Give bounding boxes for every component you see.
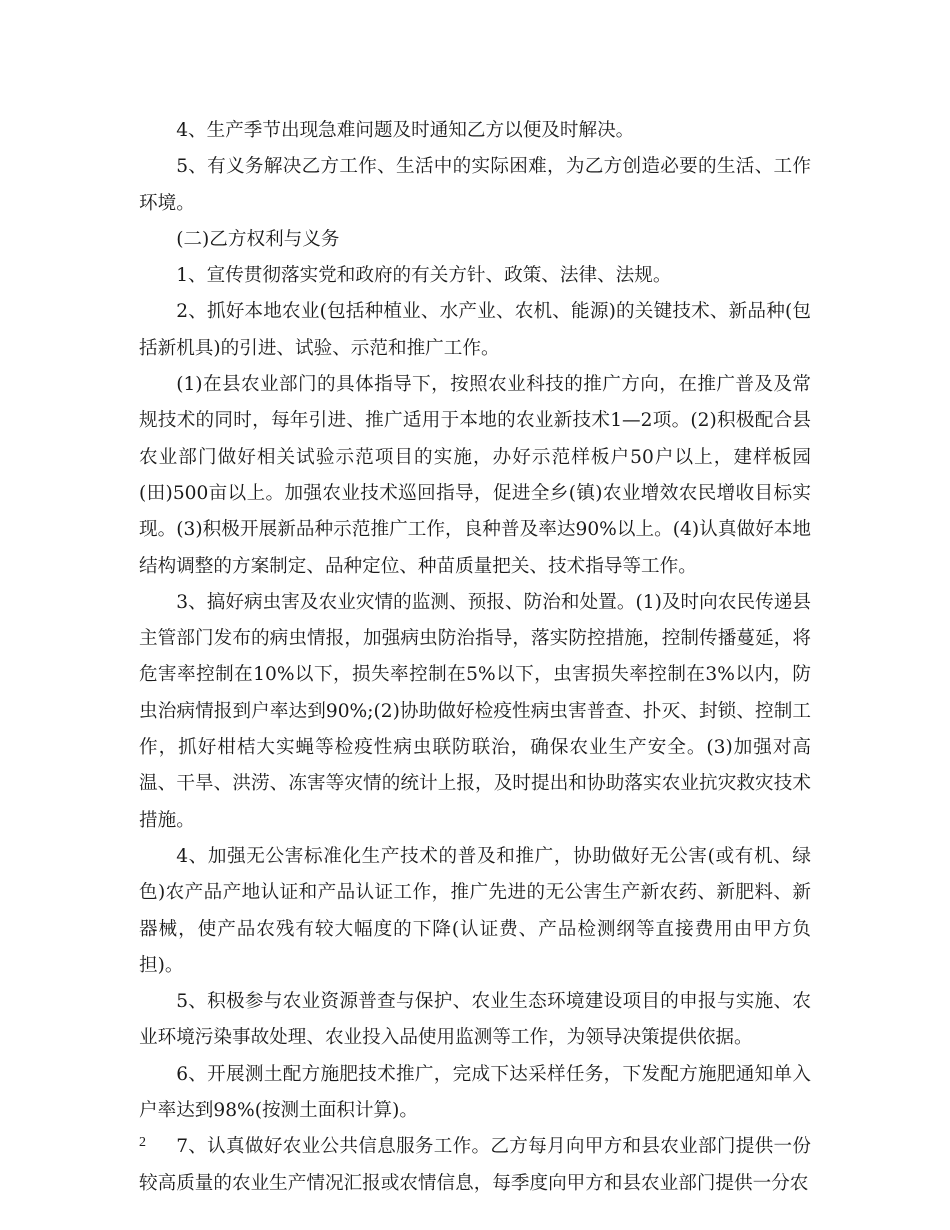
document-body [139,113,811,1202]
paragraph: 5、有义务解决乙方工作、生活中的实际困难，为乙方创造必要的生活、工作环境。 [139,156,811,214]
paragraph: 6、开展测土配方施肥技术推广，完成下达采样任务，下发配方施肥通知单入户率达到98%(按测土面积计算)。 [139,1063,811,1122]
paragraph: 5、积极参与农业资源普查与保护、农业生态环境建设项目的申报与实施、农业环境污染事故处理、农业投入品使用监测等工作，为领导决策提供依据。 [139,991,811,1049]
paragraph: 2、抓好本地农业(包括种植业、水产业、农机、能源)的关键技术、新品种(包括新机具)的引进、试验、示范和推广工作。 [139,301,811,359]
paragraph: 1、宣传贯彻落实党和政府的有关方针、政策、法律、法规。 [176,265,672,287]
page-number: 2 [139,1135,146,1150]
paragraph: 4、生产季节出现急难问题及时通知乙方以便及时解决。 [176,120,635,141]
paragraph: 7、认真做好农业公共信息服务工作。乙方每月向甲方和县农业部门提供一份较高质量的农业生产情况汇报或农情信息，每季度向甲方和县农业部门提供一分农 [139,1136,811,1194]
paragraph: (1)在县农业部门的具体指导下，按照农业科技的推广方向，在推广普及及常规技术的同时，每年引进、推广适用于本地的农业新技术1—2项。(2)积极配合县农业部门做好相关试验示范项目的实施，办好示范样板户50户以上，建样板园(田)500亩以上。加强农业技术巡回指导，促进全乡(镇)农业增效农民增收目标实现。(3)积极开展新品种示范推广工作，良种普及率达90%以上。(4)认真做好本地结构调整的方案制定、品种定位、种苗质量把关、技术指导等工作。 [139,374,811,577]
section-heading: (二)乙方权利与义务 [176,228,340,250]
paragraph: 3、搞好病虫害及农业灾情的监测、预报、防治和处置。(1)及时向农民传递县主管部门发布的病虫情报，加强病虫防治指导，落实防控措施，控制传播蔓延，将危害率控制在10%以下，损失率控制在5%以下，虫害损失率控制在3%以内，防虫治病情报到户率达到90%;(2)协助做好检疫性病虫害普查、扑灭、封锁、控制工作，抓好柑桔大实蝇等检疫性病虫联防联治，确保农业生产安全。(3)加强对高温、干旱、洪涝、冻害等灾情的统计上报，及时提出和协助落实农业抗灾救灾技术措施。 [139,591,811,831]
paragraph: 4、加强无公害标准化生产技术的普及和推广，协助做好无公害(或有机、绿色)农产品产地认证和产品认证工作，推广先进的无公害生产新农药、新肥料、新器械，使产品农残有较大幅度的下降(认证费、产品检测纲等直接费用由甲方负担)。 [139,845,811,976]
